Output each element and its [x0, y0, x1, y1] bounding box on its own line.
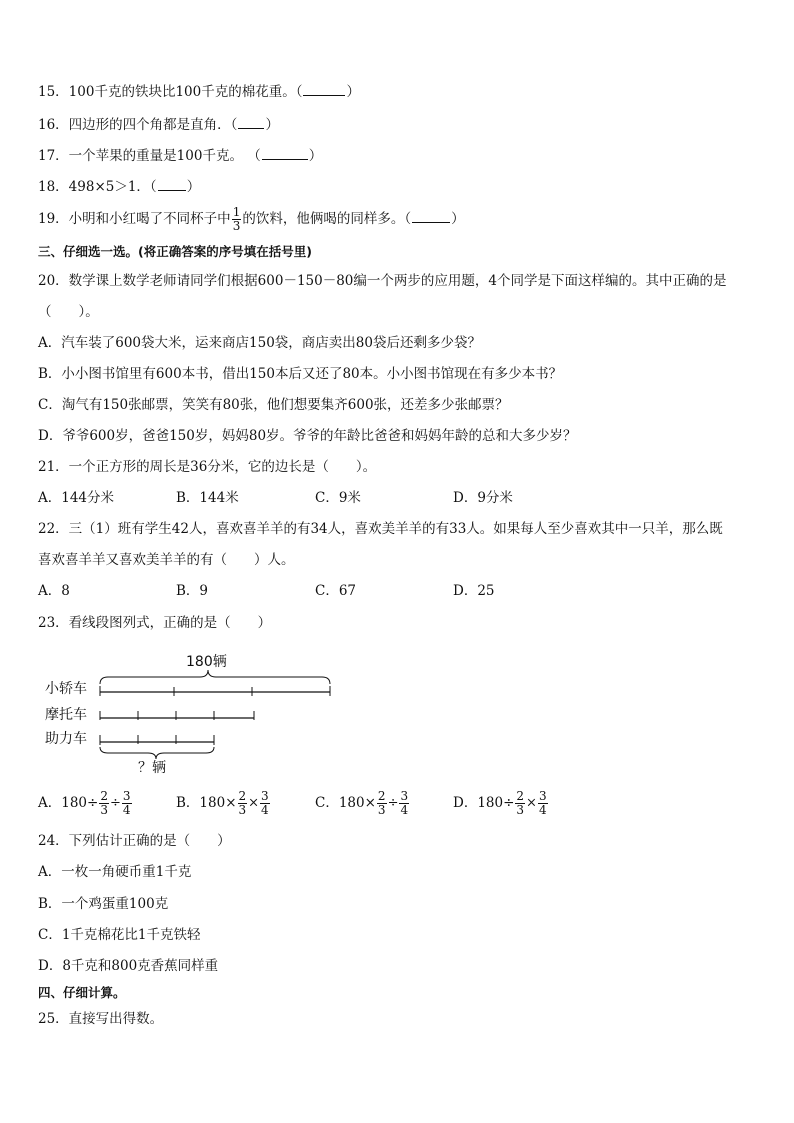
- question-20-line2: （ ）。: [38, 304, 99, 320]
- option-d[interactable]: D．8千克和800克香蕉同样重: [38, 958, 219, 974]
- option-c[interactable]: C．180× $\frac{2}{3}$ ÷ $\frac{3}{4}$: [315, 789, 409, 817]
- question-24: 24．下列估计正确的是（ ）: [38, 833, 231, 849]
- option-b[interactable]: B．144米: [176, 490, 239, 506]
- bottom-brace: [100, 747, 214, 759]
- option-c[interactable]: C．67: [315, 583, 357, 599]
- option-d[interactable]: D．爷爷600岁，爸爸150岁，妈妈80岁。爷爷的年龄比爸爸和妈妈年龄的总和大多少岁？: [38, 428, 577, 444]
- option-b[interactable]: B．小小图书馆里有600本书，借出150本后又还了80本。小小图书馆现在有多少本书？: [38, 366, 563, 382]
- option-a[interactable]: A．144分米: [38, 490, 115, 506]
- section-heading-3: 三、仔细选一选。(将正确答案的序号填在括号里): [38, 244, 312, 259]
- option-a[interactable]: A．180÷ $\frac{2}{3}$ ÷ $\frac{3}{4}$: [38, 789, 131, 817]
- answer-blank[interactable]: [158, 177, 186, 191]
- section-heading-4: 四、仔细计算。: [38, 985, 126, 1000]
- option-a[interactable]: A．汽车装了600袋大米，运来商店150袋，商店卖出80袋后还剩多少袋？: [38, 335, 481, 351]
- option-a[interactable]: A．8: [38, 583, 70, 599]
- option-c[interactable]: C．淘气有150张邮票，笑笑有80张，他们想要集齐600张，还差多少张邮票？: [38, 397, 509, 413]
- question-16: 16．四边形的四个角都是直角．（ ）: [38, 117, 279, 133]
- option-c[interactable]: C．9米: [315, 490, 361, 506]
- top-brace: [100, 670, 330, 684]
- option-d[interactable]: D．180÷ $\frac{2}{3}$ × $\frac{3}{4}$: [453, 789, 547, 817]
- question-20-line1: 20．数学课上数学老师请同学们根据600－150－80编一个两步的应用题，4个同学是下面这样编的。其中正确的是: [38, 273, 727, 289]
- answer-blank[interactable]: [238, 115, 264, 129]
- answer-blank[interactable]: [412, 209, 450, 223]
- option-c[interactable]: C．1千克棉花比1千克铁轻: [38, 927, 201, 943]
- row-label-motorcycle: 摩托车: [45, 707, 87, 723]
- row-label-moped: 助力车: [45, 731, 87, 747]
- question-21: 21．一个正方形的周长是36分米，它的边长是（ ）。: [38, 459, 377, 475]
- option-d[interactable]: D．9分米: [453, 490, 513, 506]
- diagram-unknown-label: ？辆: [138, 760, 166, 776]
- question-22-line1: 22．三（1）班有学生42人，喜欢喜羊羊的有34人，喜欢美羊羊的有33人。如果每人至少喜欢其中一只羊，那么既: [38, 521, 723, 537]
- option-b[interactable]: B．9: [176, 583, 209, 599]
- question-23: 23．看线段图列式，正确的是（ ）: [38, 615, 272, 631]
- question-22-line2: 喜欢喜羊羊又喜欢美羊羊的有（ ）人。: [38, 552, 295, 568]
- question-25: 25．直接写出得数。: [38, 1011, 164, 1027]
- answer-blank[interactable]: [262, 146, 308, 160]
- question-18: 18．498×5＞1．（ ）: [38, 179, 201, 195]
- option-a[interactable]: A．一枚一角硬币重1千克: [38, 864, 192, 880]
- line-segment-diagram: [38, 648, 348, 778]
- option-d[interactable]: D．25: [453, 583, 495, 599]
- question-19: 19．小明和小红喝了不同杯子中 $\frac{1}{3}$ 的饮料，他俩喝的同样多。（ ）: [38, 205, 465, 233]
- option-b[interactable]: B．一个鸡蛋重100克: [38, 896, 169, 912]
- answer-blank[interactable]: [303, 82, 345, 96]
- option-b[interactable]: B．180× $\frac{2}{3}$ × $\frac{3}{4}$: [176, 789, 269, 817]
- question-15: 15．100千克的铁块比100千克的棉花重。（ ）: [38, 84, 360, 100]
- row-label-car: 小轿车: [45, 681, 87, 697]
- fraction: $\frac{1}{3}$: [232, 205, 241, 233]
- question-17: 17．一个苹果的重量是100千克。 （ ）: [38, 148, 323, 164]
- diagram-total-label: 180辆: [186, 654, 227, 670]
